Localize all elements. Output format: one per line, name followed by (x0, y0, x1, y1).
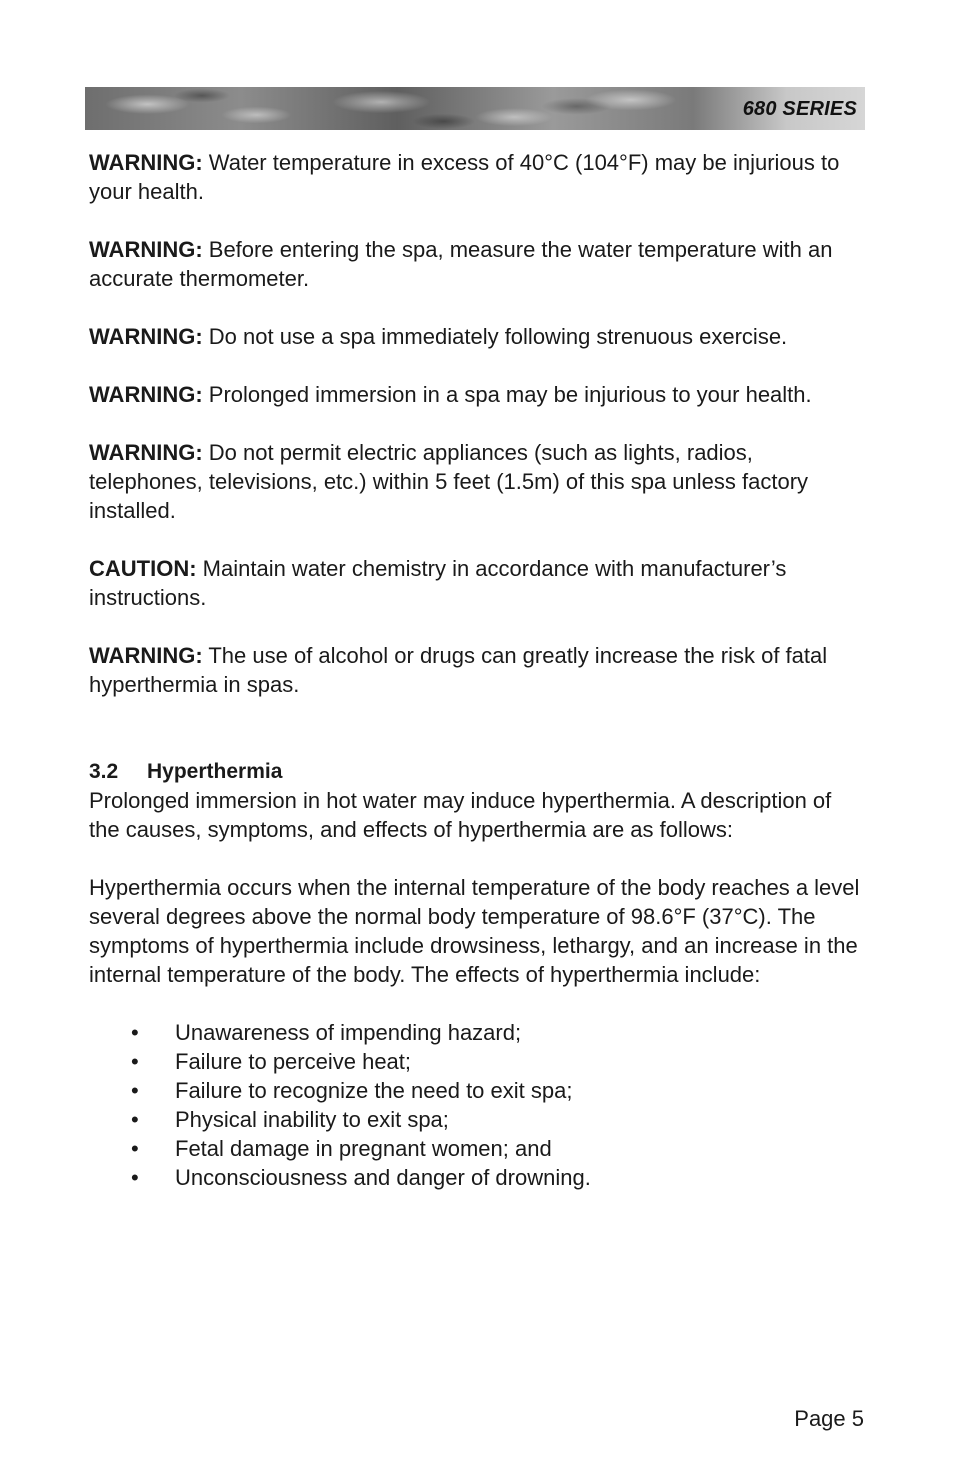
warning-text: Before entering the spa, measure the water temperature with an accurate thermometer. (89, 237, 833, 291)
list-item-text: Unconsciousness and danger of drowning. (175, 1165, 591, 1190)
list-item-text: Failure to perceive heat; (175, 1049, 412, 1074)
section-number: 3.2 (89, 760, 119, 783)
warning-text: Prolonged immersion in a spa may be injurious to your health. (202, 382, 812, 407)
section-intro: Prolonged immersion in hot water may induce hyperthermia. A description of the causes, symptoms, and effects of hyperthermia are as follows: (89, 788, 832, 842)
warning-label: WARNING: (89, 324, 203, 349)
section-title: Hyperthermia (147, 760, 283, 783)
header-banner (85, 87, 865, 130)
list-item (89, 1076, 864, 1105)
bullet: • (131, 1165, 139, 1190)
list-item (89, 1105, 864, 1134)
list-item-text: Fetal damage in pregnant women; and (175, 1136, 552, 1161)
warning-water-temperature (89, 148, 864, 206)
list-item (89, 1018, 864, 1047)
warning-text: Do not permit electric appliances (such as lights, radios, telephones, televisions, etc.) within 5 feet (1.5m) of this spa unless factory installed. (89, 440, 809, 523)
page-content (89, 148, 864, 1192)
warning-label: WARNING: (89, 643, 203, 668)
list-item-text: Failure to recognize the need to exit spa; (175, 1078, 573, 1103)
warning-label: WARNING: (89, 382, 203, 407)
bullet: • (131, 1136, 139, 1161)
list-item (89, 1134, 864, 1163)
page-number: Page 5 (794, 1406, 864, 1431)
warning-alcohol-drugs (89, 641, 864, 699)
section-body: Hyperthermia occurs when the internal temperature of the body reaches a level several degrees above the normal body temperature of 98.6°F (37°C). The symptoms of hyperthermia include drowsiness, lethargy, and an increase in the internal temperature of the body. The effects of hyperthermia include: (89, 875, 860, 987)
bullet: • (131, 1049, 139, 1074)
warning-label: WARNING: (89, 150, 203, 175)
warning-label: WARNING: (89, 237, 203, 262)
warning-label: WARNING: (89, 440, 203, 465)
warning-measure-temperature (89, 235, 864, 293)
caution-water-chemistry (89, 554, 864, 612)
list-item (89, 1163, 864, 1192)
series-label: 680 SERIES (742, 98, 857, 120)
warning-exercise (89, 322, 864, 351)
warning-prolonged-immersion (89, 380, 864, 409)
caution-label: CAUTION: (89, 556, 197, 581)
effects-list (89, 1018, 864, 1192)
warning-text: The use of alcohol or drugs can greatly increase the risk of fatal hyperthermia in spas. (89, 643, 828, 697)
list-item (89, 1047, 864, 1076)
bullet: • (131, 1078, 139, 1103)
bullet: • (131, 1107, 139, 1132)
warning-text: Water temperature in excess of 40°C (104°F) may be injurious to your health. (89, 150, 840, 204)
spacer (89, 728, 864, 757)
list-item-text: Physical inability to exit spa; (175, 1107, 449, 1132)
warning-electric-appliances (89, 438, 864, 525)
list-item-text: Unawareness of impending hazard; (175, 1020, 522, 1045)
caution-text: Maintain water chemistry in accordance with manufacturer’s instructions. (89, 556, 787, 610)
section-heading (89, 757, 864, 786)
bullet: • (131, 1020, 139, 1045)
warning-text: Do not use a spa immediately following strenuous exercise. (202, 324, 788, 349)
